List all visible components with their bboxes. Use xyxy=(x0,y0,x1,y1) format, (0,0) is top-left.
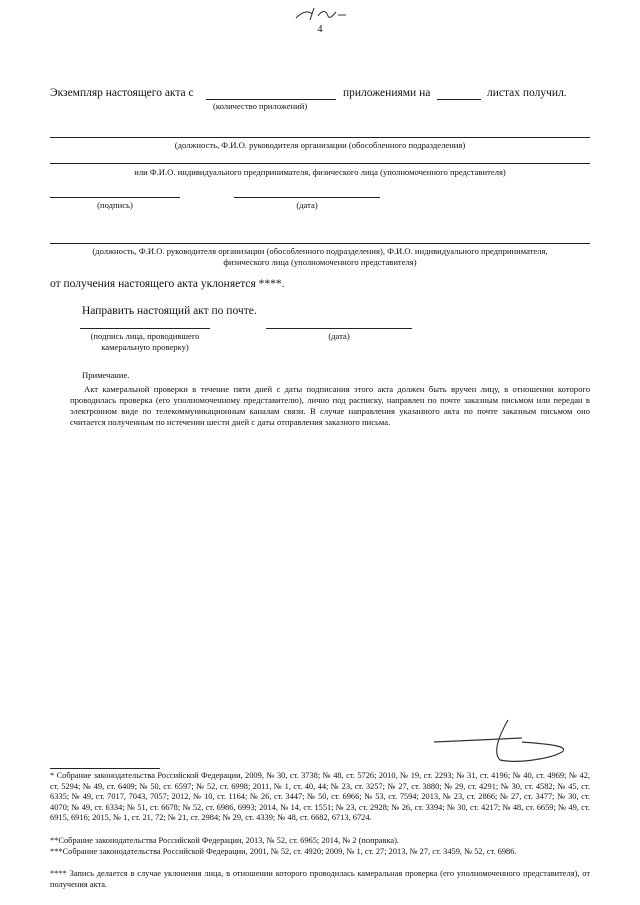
handwritten-mark-icon xyxy=(290,4,350,26)
handwritten-signature-icon xyxy=(430,712,580,770)
footnote-4: **** Запись делается в случае уклонения лица, в отношении которого проводилась камеральная проверка (его уполномоченного представителя), от получения акта. xyxy=(50,869,590,889)
individual-caption: или Ф.И.О. индивидуального предпринимателя, физического лица (уполномоченного представителя) xyxy=(134,167,506,177)
date-line xyxy=(234,197,380,198)
note-text: Акт камеральной проверки в течение пяти дней с даты подписания этого акта должен быть вручен лицу, в отношении которого проводилась проверка (его уполномоченному представителю), лично под расписку, направлен по почте заказным письмом или передан в электронном виде по телекоммуникационным каналам связи. В случае направления указанного акта по почте заказным письмом оно считается полученным по истечении шести дней с даты отправления заказного письма. xyxy=(70,384,590,427)
page-number: 4 xyxy=(317,24,323,35)
attachments-caption: (количество приложений) xyxy=(213,101,308,111)
refusal-caption-line1: (должность, Ф.И.О. руководителя организации (обособленного подразделения), Ф.И.О. индивидуального предпринимателя, xyxy=(92,246,548,256)
note-title: Примечание. xyxy=(82,370,130,380)
receipt-middle: приложениями на xyxy=(343,87,431,99)
sheets-count-line xyxy=(437,99,481,100)
date-caption: (дата) xyxy=(296,200,318,210)
mail-statement: Направить настоящий акт по почте. xyxy=(82,305,257,317)
inspector-date-caption: (дата) xyxy=(328,331,350,341)
footnote-1: * Собрание законодательства Российской Федерации, 2009, № 30, ст. 3738; № 48, ст. 5726; 2010, № 19, ст. 2293; № 31, ст. 4196; № 40, ст. 4969; № 42, ст. 5294; № 49, ст. 6409; № 50, ст. 6597; № 52, ст. 6998; 2011, № 1, ст. 40, 44; № 23, ст. 3257; № 27, ст. 3880; № 29, ст. 4291; № 30, ст. 4582; № 45, ст. 6335; № 49, ст. 7017, 7043, 7057; 2012, № 10, ст. 1164; № 26, ст. 3447; № 50, ст. 6966; № 53, ст. 7594; 2013, № 23, ст. 2866; № 27, ст. 3477; № 30, ст. 4070; № 49, ст. 6334; № 51, ст. 6678; № 52, ст. 6986, 6993; 2014, № 14, ст. 1551; № 23, ст. 2928; № 26, ст. 3394; № 30, ст. 4217; № 48, ст. 6659; № 49, ст. 6915, 6916; 2015, № 1, ст. 21, 72; № 21, ст. 2984; № 29, ст. 4339; № 48, ст. 6682, 6713, 6724. xyxy=(50,771,590,823)
signature-caption: (подпись) xyxy=(97,200,133,210)
signature-line xyxy=(50,197,180,198)
attachments-count-line xyxy=(206,99,336,100)
footnote-separator xyxy=(50,768,160,769)
position-line xyxy=(50,137,590,138)
inspector-signature-line xyxy=(80,328,210,329)
inspector-caption-line1: (подпись лица, проводившего xyxy=(90,331,200,341)
footnote-2: **Собрание законодательства Российской Федерации, 2013, № 52, ст. 6965; 2014, № 2 (поправка). xyxy=(50,836,399,845)
position-caption: (должность, Ф.И.О. руководителя организации (обособленного подразделения) xyxy=(174,140,466,150)
footnote-3: ***Собрание законодательства Российской Федерации, 2001, № 52, ст. 4920; 2009, № 1, ст. 27; 2013, № 27, ст. 3459, № 52, ст. 6986. xyxy=(50,847,517,856)
refusal-line xyxy=(50,243,590,244)
receipt-suffix: листах получил. xyxy=(487,87,567,99)
inspector-date-line xyxy=(266,328,412,329)
individual-line xyxy=(50,163,590,164)
refusal-caption-line2: физического лица (уполномоченного представителя) xyxy=(223,257,417,267)
refusal-statement: от получения настоящего акта уклоняется ****. xyxy=(50,278,285,290)
inspector-caption-line2: камеральную проверку) xyxy=(101,342,189,352)
receipt-prefix: Экземпляр настоящего акта с xyxy=(50,87,194,99)
